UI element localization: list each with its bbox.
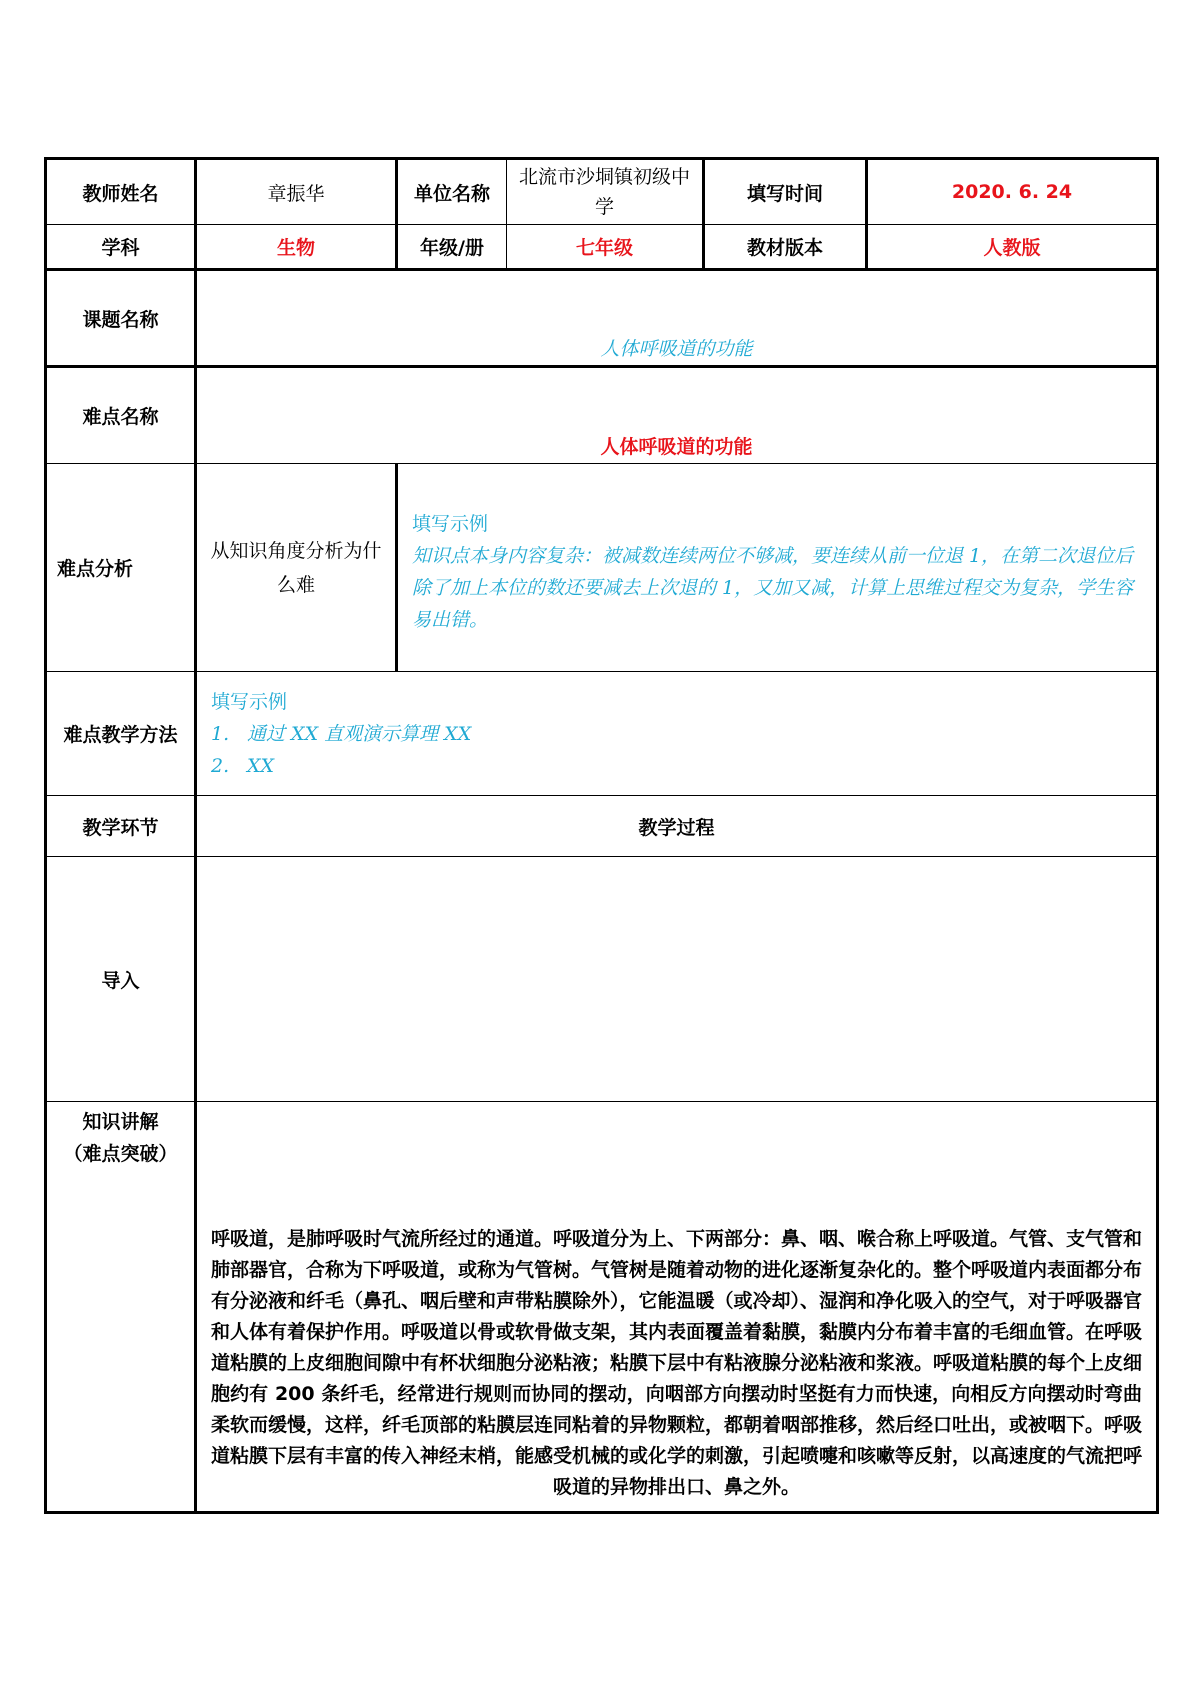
analysis-label: 难点分析 bbox=[46, 464, 196, 672]
difficulty-row bbox=[46, 367, 1158, 464]
method-example-title: 填写示例 bbox=[211, 691, 288, 713]
difficulty-value: 人体呼吸道的功能 bbox=[600, 436, 753, 458]
intro-content bbox=[196, 857, 1158, 1102]
knowledge-label-line2: （难点突破） bbox=[63, 1143, 178, 1165]
method-label: 难点教学方法 bbox=[46, 672, 196, 796]
method-item-num: 1. bbox=[211, 723, 230, 745]
topic-label: 课题名称 bbox=[46, 270, 196, 367]
method-row bbox=[46, 672, 1158, 796]
knowledge-row bbox=[46, 1102, 1158, 1513]
difficulty-label: 难点名称 bbox=[46, 367, 196, 464]
header-row-1 bbox=[46, 159, 1158, 225]
knowledge-label-line1: 知识讲解 bbox=[82, 1111, 159, 1133]
subject-value: 生物 bbox=[196, 225, 397, 270]
teacher-value: 章振华 bbox=[196, 159, 397, 225]
method-item-num: 2. bbox=[211, 755, 230, 777]
knowledge-text: 呼吸道，是肺呼吸时气流所经过的通道。呼吸道分为上、下两部分：鼻、咽、喉合称上呼吸道。气管、支气管和肺部器官，合称为下呼吸道，或称为气管树。气管树是随着动物的进化逐渐复杂化的。整个呼吸道内表面都分布有分泌液和纤毛（鼻孔、咽后壁和声带粘膜除外），它能温暖（或冷却）、湿润和净化吸入的空气，对于呼吸器官和人体有着保护作用。呼吸道以骨或软骨做支架，其内表面覆盖着黏膜，黏膜内分布着丰富的毛细血管。在呼吸道粘膜的上皮细胞间隙中有杯状细胞分泌粘液；粘膜下层中有粘液腺分泌粘液和浆液。呼吸道粘膜的每个上皮细胞约有 200 条纤毛，经常进行规则而协同的摆动，向咽部方向摆动时坚挺有力而快速，向相反方向摆动时弯曲柔软而缓慢，这样，纤毛顶部的粘膜层连同粘着的异物颗粒，都朝着咽部推移，然后经口吐出，或被咽下。呼吸道粘膜下层有丰富的传入神经末梢，能感受机械的或化学的刺激，引起喷嚏和咳嗽等反射，以高速度的气流把呼吸道的异物排出口、鼻之外。 bbox=[211, 1228, 1143, 1498]
process-label: 教学过程 bbox=[196, 796, 1158, 857]
stage-label: 教学环节 bbox=[46, 796, 196, 857]
unit-value: 北流市沙垌镇初级中学 bbox=[507, 159, 704, 225]
intro-row bbox=[46, 857, 1158, 1102]
header-row-2 bbox=[46, 225, 1158, 270]
method-item bbox=[211, 750, 1142, 782]
date-value: 2020. 6. 24 bbox=[867, 159, 1158, 225]
method-item-text: 通过 XX 直观演示算理 XX bbox=[247, 723, 472, 745]
analysis-sub-label: 从知识角度分析为什么难 bbox=[196, 464, 397, 672]
teacher-label: 教师姓名 bbox=[46, 159, 196, 225]
analysis-example-title: 填写示例 bbox=[412, 513, 489, 535]
lesson-plan-table bbox=[44, 157, 1159, 1514]
method-item bbox=[211, 718, 1142, 750]
grade-label: 年级/册 bbox=[397, 225, 507, 270]
edition-value: 人教版 bbox=[867, 225, 1158, 270]
intro-label: 导入 bbox=[46, 857, 196, 1102]
date-label: 填写时间 bbox=[704, 159, 867, 225]
topic-row bbox=[46, 270, 1158, 367]
unit-label: 单位名称 bbox=[397, 159, 507, 225]
method-item-text: XX bbox=[247, 755, 275, 777]
analysis-example-text: 知识点本身内容复杂：被减数连续两位不够减，要连续从前一位退 1，在第二次退位后除了加上本位的数还要减去上次退的 1，又加又减，计算上思维过程交为复杂，学生容易出错。 bbox=[412, 545, 1134, 631]
process-header-row bbox=[46, 796, 1158, 857]
edition-label: 教材版本 bbox=[704, 225, 867, 270]
subject-label: 学科 bbox=[46, 225, 196, 270]
topic-value: 人体呼吸道的功能 bbox=[600, 338, 753, 360]
grade-value: 七年级 bbox=[507, 225, 704, 270]
analysis-row bbox=[46, 464, 1158, 672]
